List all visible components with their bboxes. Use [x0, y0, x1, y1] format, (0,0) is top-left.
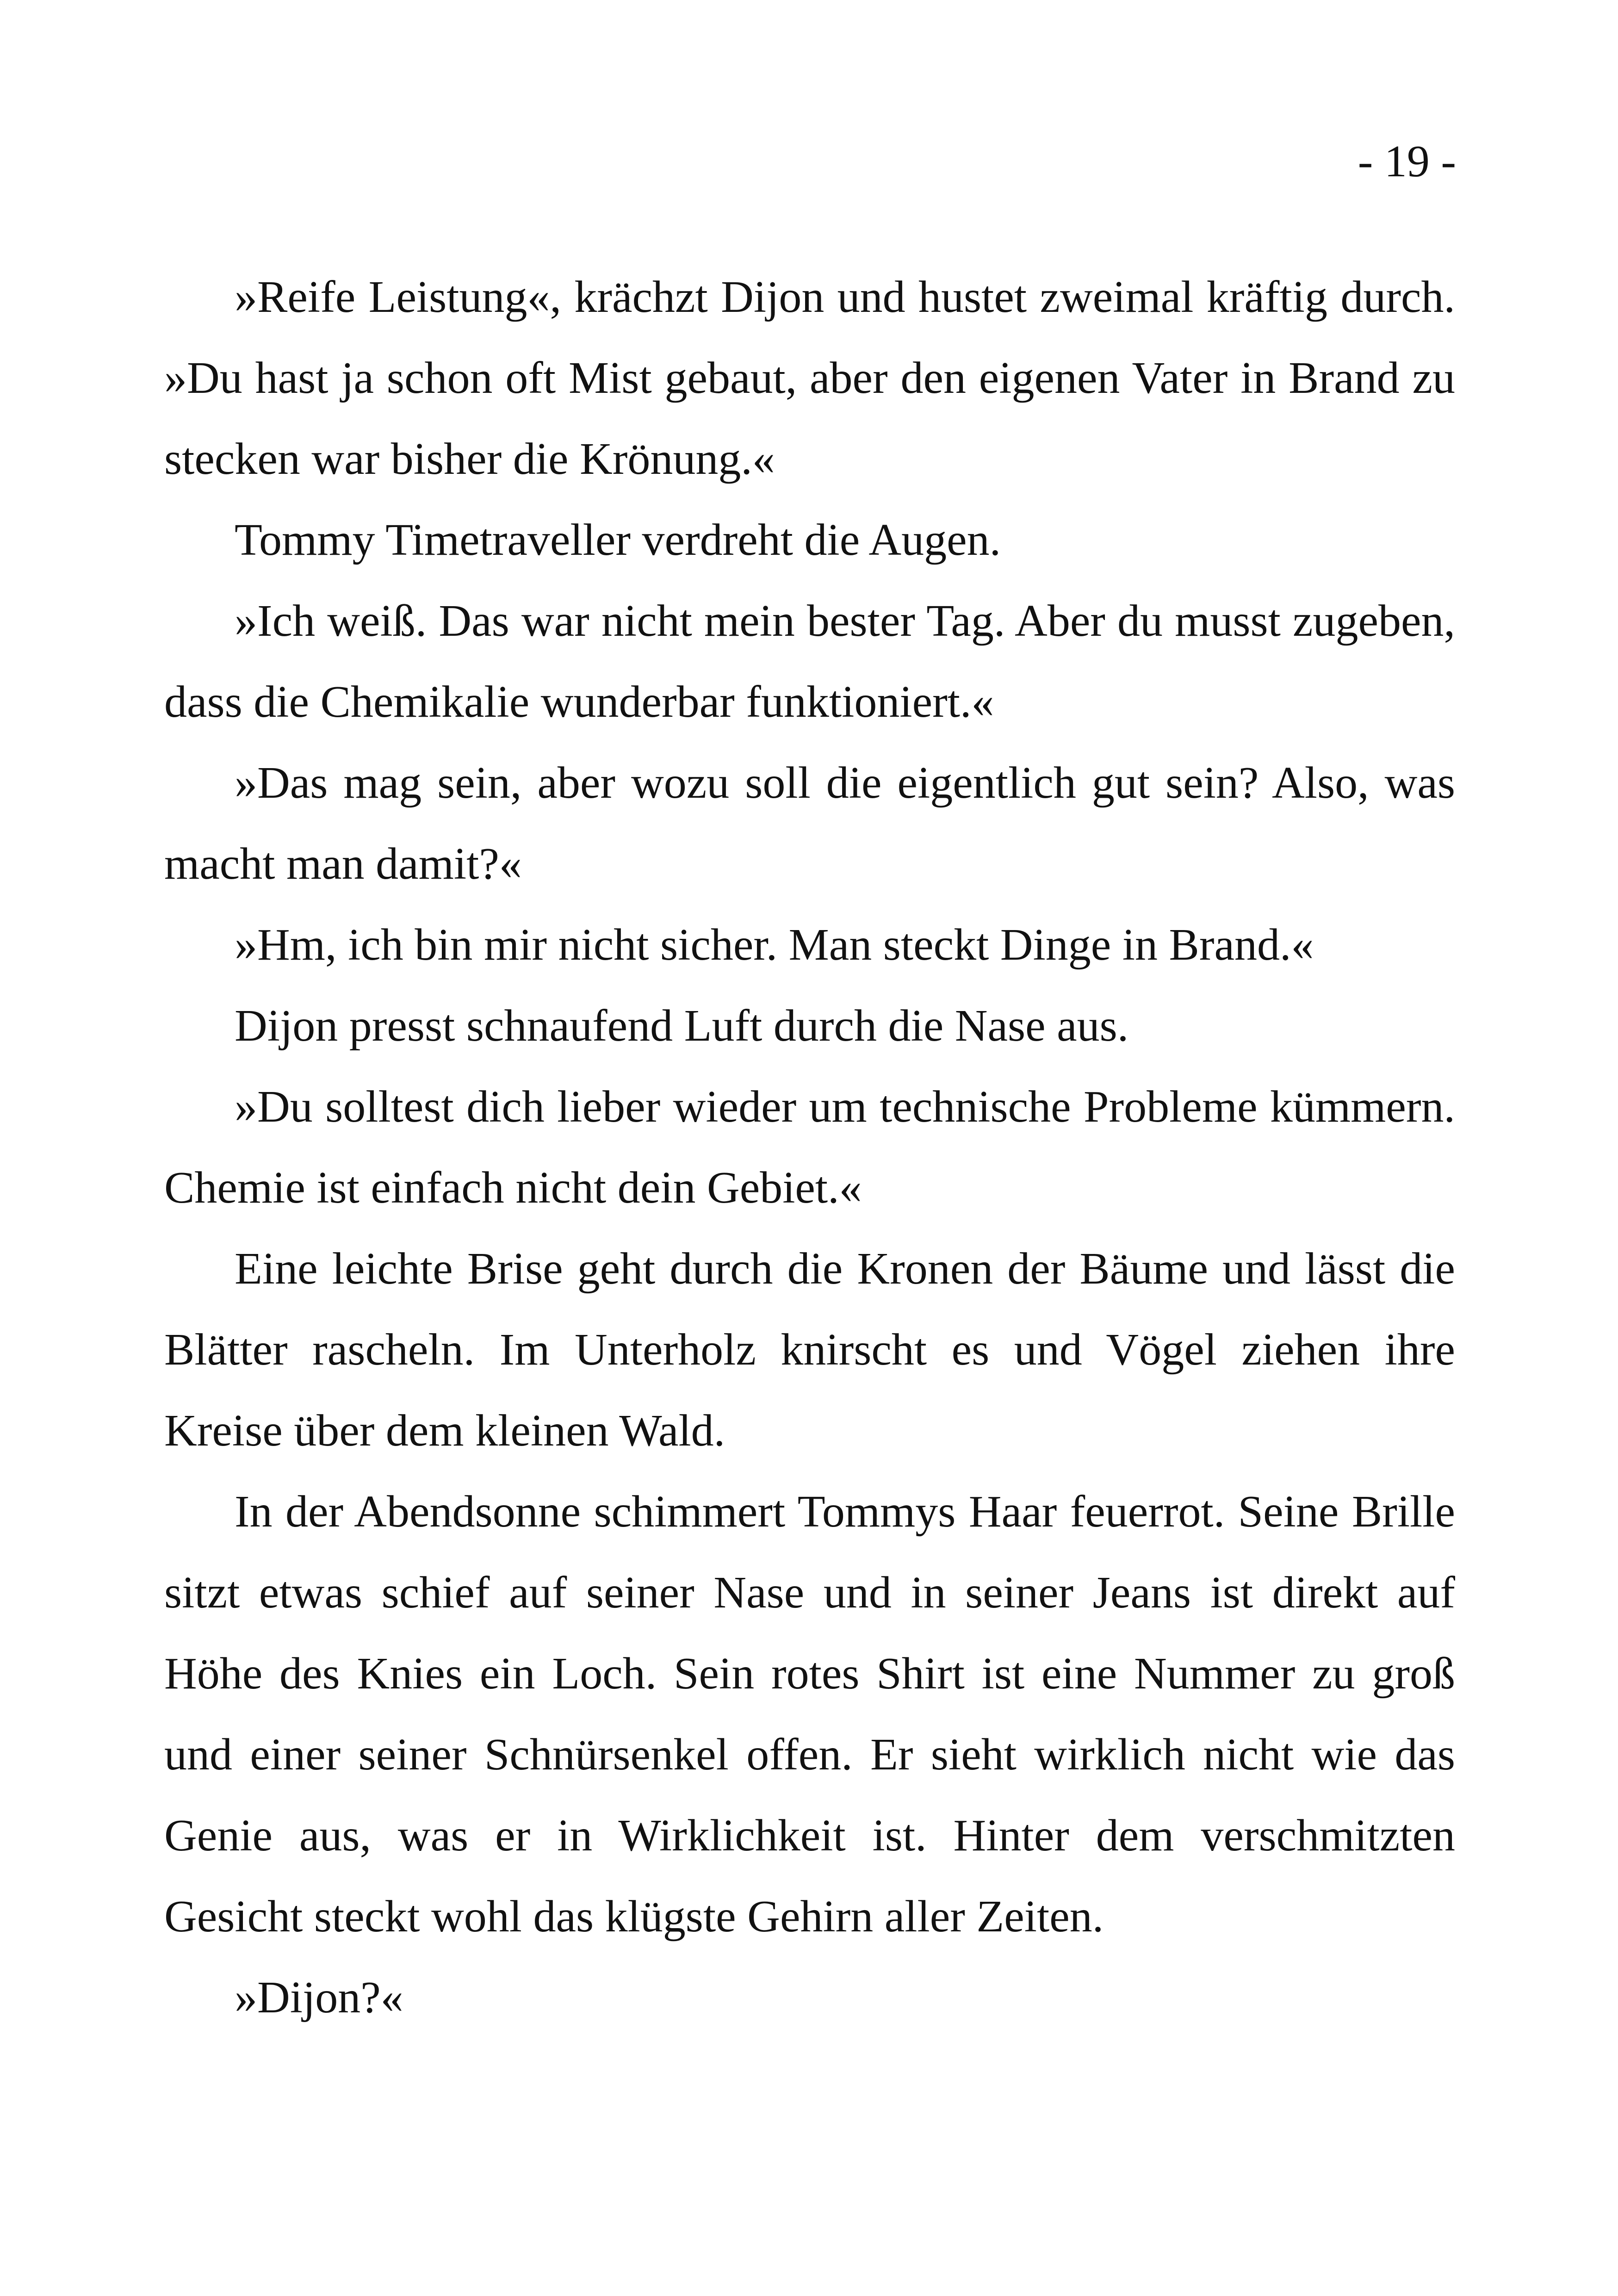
paragraph: Dijon presst schnaufend Luft durch die Nase aus. — [235, 1001, 1129, 1051]
paragraph: Eine leichte Brise geht durch die Kronen der Bäume und lässt die Blätter rascheln. Im Unterholz knirscht es und Vögel ziehen ihre Kreise über dem kleinen Wald. — [164, 1244, 1455, 1456]
paragraph: »Dijon?« — [235, 1973, 403, 2023]
paragraph: In der Abendsonne schimmert Tommys Haar feuerrot. Seine Brille sitzt etwas schief auf seiner Nase und in seiner Jeans ist direkt auf Höhe des Knies ein Loch. Sein rotes Shirt ist eine Nummer zu groß und einer seiner Schnürsenkel offen. Er sieht wirklich nicht wie das Genie aus, was er in Wirklichkeit ist. Hinter dem verschmitzten Gesicht steckt wohl das klügste Gehirn aller Zeiten. — [164, 1487, 1455, 1942]
paragraph: »Reife Leistung«, krächzt Dijon und hustet zweimal kräftig durch. »Du hast ja schon oft Mist gebaut, aber den eigenen Vater in Brand zu stecken war bisher die Krönung.« — [164, 272, 1455, 484]
paragraph: »Du solltest dich lieber wieder um technische Probleme kümmern. Chemie ist einfach nicht dein Gebiet.« — [164, 1082, 1455, 1213]
paragraph: Tommy Timetraveller verdreht die Augen. — [235, 515, 1001, 565]
paragraph: »Das mag sein, aber wozu soll die eigentlich gut sein? Also, was macht man damit?« — [164, 758, 1455, 889]
page-number: - 19 - — [1358, 137, 1456, 186]
paragraph: »Hm, ich bin mir nicht sicher. Man steckt Dinge in Brand.« — [235, 920, 1314, 970]
text-body — [164, 257, 1455, 2038]
paragraph: »Ich weiß. Das war nicht mein bester Tag. Aber du musst zugeben, dass die Chemikalie wunderbar funktioniert.« — [164, 596, 1455, 727]
